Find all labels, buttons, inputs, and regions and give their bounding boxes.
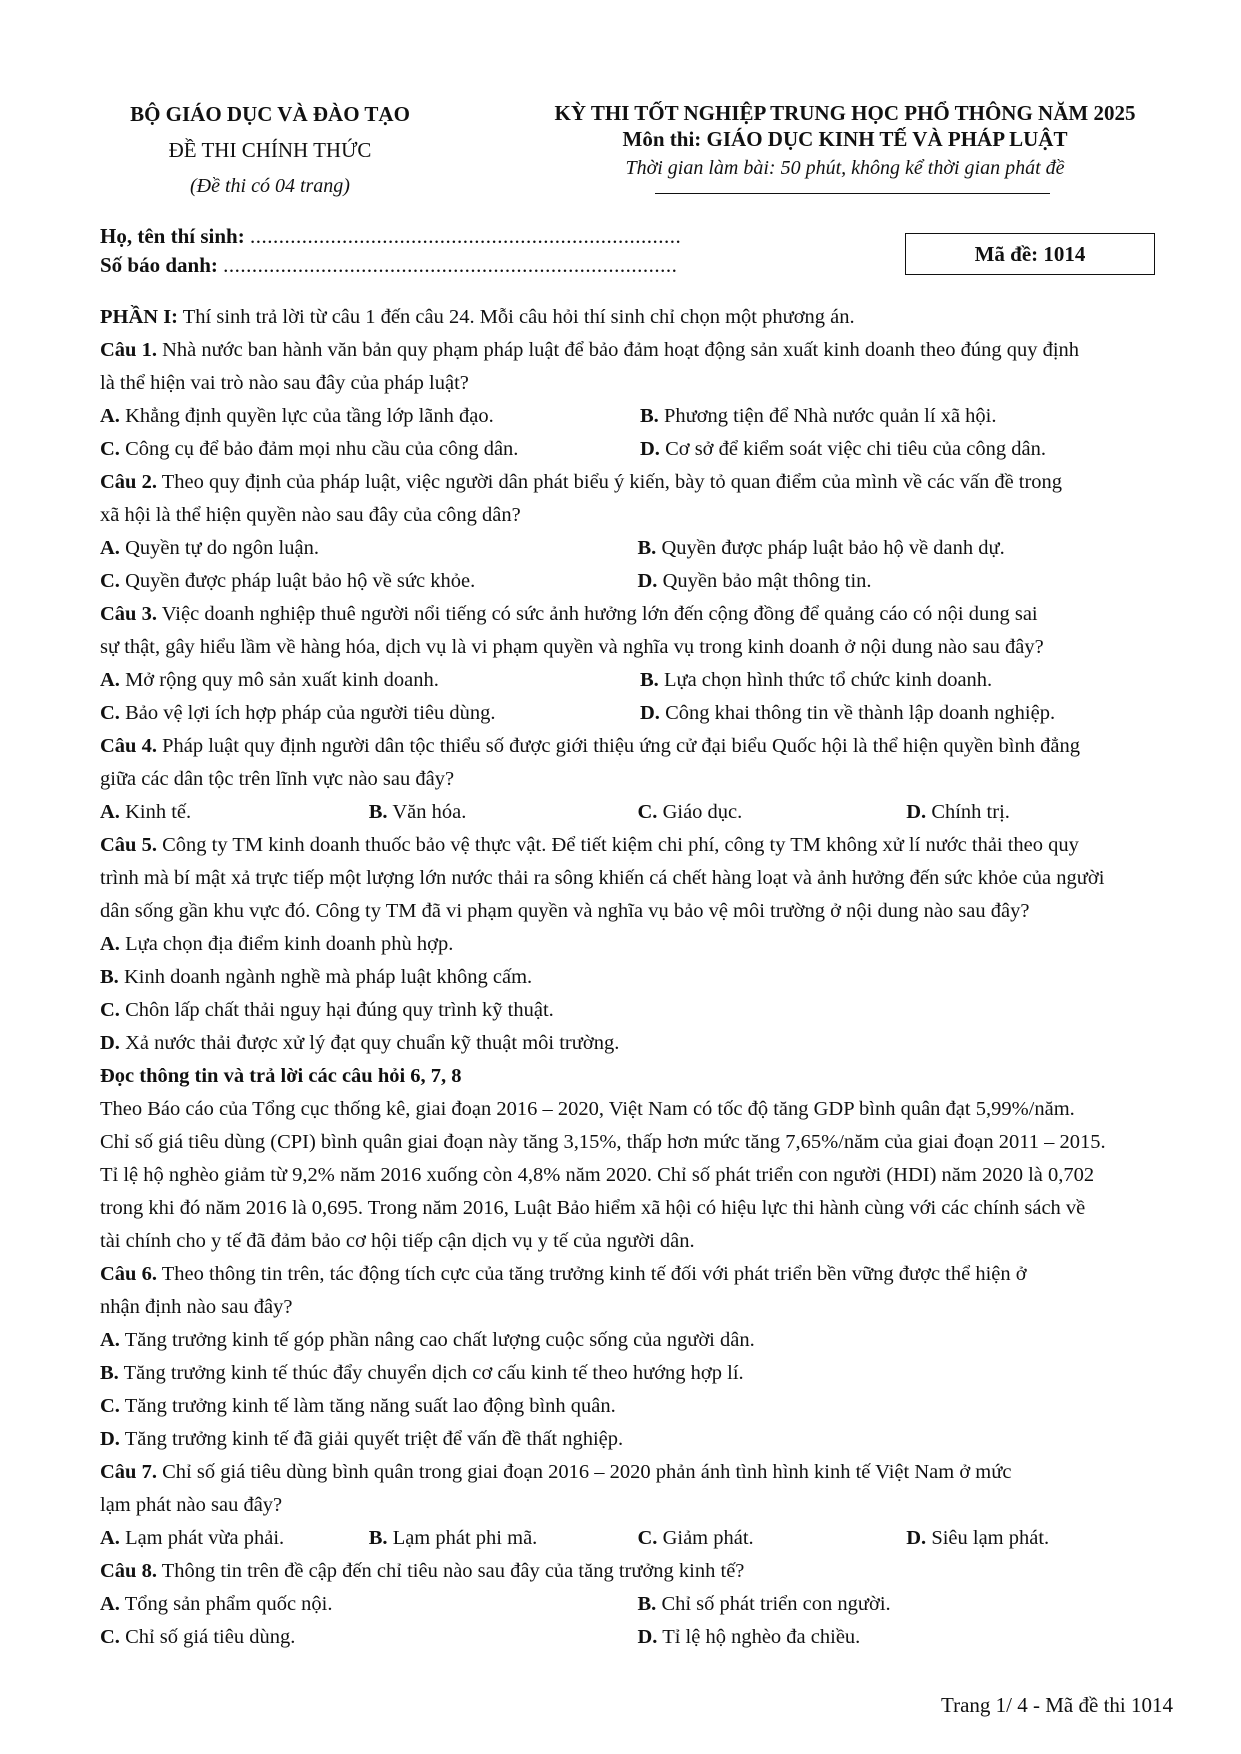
question-8-options-cd [100, 1621, 1175, 1654]
option-text: Lựa chọn địa điểm kinh doanh phù hợp. [119, 933, 454, 955]
option-letter: A. [100, 405, 120, 427]
option-letter: D. [100, 1032, 120, 1054]
option-letter: C. [100, 438, 120, 460]
question-5-line-1 [100, 829, 1175, 862]
question-1-options-ab [100, 400, 1175, 433]
reading-line-5: tài chính cho y tế đã đảm bảo cơ hội tiếp cận dịch vụ y tế của người dân. [100, 1230, 695, 1252]
question-8-label: Câu 8. [100, 1560, 157, 1582]
duration-line: Thời gian làm bài: 50 phút, không kể thời gian phát đề [625, 157, 1065, 179]
option-text: Quyền bảo mật thông tin. [657, 570, 872, 592]
option-text: Mở rộng quy mô sản xuất kinh doanh. [119, 669, 439, 691]
q8-option-c [100, 1621, 638, 1654]
option-text: Cơ sở để kiểm soát việc chi tiêu của công dân. [659, 438, 1046, 460]
q5-option-a [100, 928, 1175, 961]
question-4-label: Câu 4. [100, 735, 157, 757]
option-letter: C. [100, 702, 120, 724]
q8-option-a [100, 1588, 638, 1621]
question-7-options [100, 1522, 1175, 1555]
question-7-line-2: lạm phát nào sau đây? [100, 1494, 283, 1516]
option-letter: D. [637, 570, 658, 592]
option-text: Quyền tự do ngôn luận. [119, 537, 319, 559]
option-letter: A. [100, 1527, 120, 1549]
option-text: Lựa chọn hình thức tổ chức kinh doanh. [658, 669, 993, 691]
question-6-line-2: nhận định nào sau đây? [100, 1296, 293, 1318]
option-text: Bảo vệ lợi ích hợp pháp của người tiêu dùng. [119, 702, 496, 724]
question-1-line-2: là thể hiện vai trò nào sau đây của pháp luật? [100, 372, 469, 394]
q1-option-a [100, 400, 635, 433]
option-text: Phương tiện để Nhà nước quản lí xã hội. [658, 405, 997, 427]
option-text: Tỉ lệ hộ nghèo đa chiều. [657, 1626, 861, 1648]
option-letter: C. [100, 1626, 120, 1648]
option-text: Quyền được pháp luật bảo hộ về danh dự. [656, 537, 1005, 559]
option-text: Chôn lấp chất thải nguy hại đúng quy trình kỹ thuật. [119, 999, 554, 1021]
option-letter: B. [368, 801, 388, 823]
option-letter: A. [100, 801, 120, 823]
q4-option-c [638, 796, 907, 829]
option-text: Kinh doanh ngành nghề mà pháp luật không cấm. [118, 966, 533, 988]
q5-option-b [100, 961, 1175, 994]
question-4-options [100, 796, 1175, 829]
question-2-line-1 [100, 466, 1175, 499]
question-2-label: Câu 2. [100, 471, 157, 493]
part-label: PHẦN I: [100, 306, 179, 328]
question-6-text: Theo thông tin trên, tác động tích cực của tăng trưởng kinh tế đối với phát triển bền vững được thể hiện ở [156, 1263, 1027, 1285]
reading-line-2: Chỉ số giá tiêu dùng (CPI) bình quân giai đoạn này tăng 3,15%, thấp hơn mức tăng 7,65%/năm của giai đoạn 2011 – 2015. [100, 1131, 1106, 1153]
option-text: Khẳng định quyền lực của tầng lớp lãnh đạo. [119, 405, 494, 427]
question-7-line-1 [100, 1456, 1175, 1489]
option-letter: D. [640, 438, 660, 460]
option-text: Công cụ để bảo đảm mọi nhu cầu của công dân. [119, 438, 519, 460]
part-instruction [100, 301, 1175, 334]
option-letter: A. [100, 933, 120, 955]
subject-line: Môn thi: GIÁO DỤC KINH TẾ VÀ PHÁP LUẬT [622, 127, 1068, 151]
question-4-text: Pháp luật quy định người dân tộc thiểu số được giới thiệu ứng cử đại biểu Quốc hội là thể hiện quyền bình đẳng [156, 735, 1080, 757]
q3-option-b [635, 664, 1175, 697]
question-1-options-cd [100, 433, 1175, 466]
q6-option-b [100, 1357, 1175, 1390]
option-letter: A. [100, 1593, 120, 1615]
candidate-info [100, 222, 700, 280]
candidate-id-row [100, 251, 700, 280]
q3-option-a [100, 664, 635, 697]
q4-option-b [369, 796, 638, 829]
option-letter: A. [100, 537, 120, 559]
option-text: Giáo dục. [657, 801, 743, 823]
option-text: Tăng trưởng kinh tế đã giải quyết triệt để vấn đề thất nghiệp. [119, 1428, 624, 1450]
question-5-text: Công ty TM kinh doanh thuốc bảo vệ thực vật. Để tiết kiệm chi phí, công ty TM không xử lí nước thải theo quy [156, 834, 1079, 856]
q8-option-d [638, 1621, 1176, 1654]
question-3-line-2: sự thật, gây hiểu lầm về hàng hóa, dịch vụ là vi phạm quyền và nghĩa vụ trong kinh doanh ở nội dung nào sau đây? [100, 636, 1044, 658]
question-5-label: Câu 5. [100, 834, 157, 856]
option-text: Xả nước thải được xử lý đạt quy chuẩn kỹ thuật môi trường. [119, 1032, 620, 1054]
question-7-text: Chỉ số giá tiêu dùng bình quân trong giai đoạn 2016 – 2020 phản ánh tình hình kinh tế Việt Nam ở mức [156, 1461, 1012, 1483]
question-3-options-ab [100, 664, 1175, 697]
reading-heading: Đọc thông tin và trả lời các câu hỏi 6, 7, 8 [100, 1065, 462, 1087]
option-letter: B. [100, 966, 119, 988]
option-text: Tổng sản phẩm quốc nội. [119, 1593, 333, 1615]
question-4-line-2: giữa các dân tộc trên lĩnh vực nào sau đây? [100, 768, 455, 790]
header-left [100, 100, 440, 200]
q1-option-b [635, 400, 1175, 433]
question-2-options-cd [100, 565, 1175, 598]
option-letter: B. [100, 1362, 119, 1384]
question-8-line-1 [100, 1555, 1175, 1588]
q8-option-b [638, 1588, 1176, 1621]
question-3-text: Việc doanh nghiệp thuê người nổi tiếng có sức ảnh hưởng lớn đến cộng đồng để quảng cáo có nội dung sai [156, 603, 1038, 625]
option-text: Kinh tế. [119, 801, 192, 823]
option-letter: B. [637, 1593, 657, 1615]
reading-line-4: trong khi đó năm 2016 là 0,695. Trong năm 2016, Luật Bảo hiểm xã hội có hiệu lực thi hành cùng với các chính sách về [100, 1197, 1086, 1219]
question-5-line-2: trình mà bí mật xả trực tiếp một lượng lớn nước thải ra sông khiến cá chết hàng loạt và ảnh hưởng đến sức khỏe của người [100, 867, 1105, 889]
option-text: Giảm phát. [657, 1527, 754, 1549]
question-2-line-2: xã hội là thể hiện quyền nào sau đây của công dân? [100, 504, 521, 526]
header-right [505, 100, 1185, 182]
q3-option-d [635, 697, 1175, 730]
question-4-line-1 [100, 730, 1175, 763]
option-text: Tăng trưởng kinh tế làm tăng năng suất lao động bình quân. [119, 1395, 616, 1417]
question-1-text: Nhà nước ban hành văn bản quy phạm pháp luật để bảo đảm hoạt động sản xuất kinh doanh theo đúng quy định [156, 339, 1080, 361]
exam-code-box: Mã đề: 1014 [905, 233, 1155, 275]
reading-line-1: Theo Báo cáo của Tổng cục thống kê, giai đoạn 2016 – 2020, Việt Nam có tốc độ tăng GDP bình quân đạt 5,99%/năm. [100, 1098, 1075, 1120]
option-letter: D. [637, 1626, 658, 1648]
option-letter: D. [640, 702, 660, 724]
question-1-label: Câu 1. [100, 339, 157, 361]
option-letter: C. [100, 570, 120, 592]
exam-body [100, 301, 1175, 1654]
option-letter: C. [100, 999, 120, 1021]
pages-note: (Đề thi có 04 trang) [190, 175, 350, 197]
question-2-text: Theo quy định của pháp luật, việc người dân phát biểu ý kiến, bày tỏ quan điểm của mình về các vấn đề trong [156, 471, 1063, 493]
ministry-name: BỘ GIÁO DỤC VÀ ĐÀO TẠO [130, 102, 410, 126]
option-text: Siêu lạm phát. [926, 1527, 1050, 1549]
q2-option-b [638, 532, 1176, 565]
q7-option-a [100, 1522, 369, 1555]
option-text: Lạm phát phi mã. [387, 1527, 538, 1549]
exam-title: KỲ THI TỐT NGHIỆP TRUNG HỌC PHỔ THÔNG NĂM 2025 [554, 101, 1136, 125]
option-letter: A. [100, 669, 120, 691]
q7-option-d [906, 1522, 1175, 1555]
q5-option-c [100, 994, 1175, 1027]
candidate-name-label: Họ, tên thí sinh: [100, 224, 245, 248]
option-letter: B. [637, 537, 657, 559]
option-letter: D. [906, 801, 927, 823]
q4-option-d [906, 796, 1175, 829]
candidate-name-dots: ........................................................................... [249, 224, 682, 248]
option-text: Tăng trưởng kinh tế thúc đẩy chuyển dịch cơ cấu kinh tế theo hướng hợp lí. [118, 1362, 744, 1384]
q3-option-c [100, 697, 635, 730]
q7-option-b [369, 1522, 638, 1555]
option-text: Chỉ số phát triển con người. [656, 1593, 891, 1615]
option-text: Lạm phát vừa phải. [119, 1527, 285, 1549]
option-letter: A. [100, 1329, 120, 1351]
option-letter: B. [640, 669, 659, 691]
question-8-text: Thông tin trên đề cập đến chỉ tiêu nào sau đây của tăng trưởng kinh tế? [156, 1560, 745, 1582]
option-letter: B. [368, 1527, 388, 1549]
q7-option-c [638, 1522, 907, 1555]
option-letter: D. [906, 1527, 927, 1549]
option-text: Văn hóa. [387, 801, 467, 823]
q1-option-d [635, 433, 1175, 466]
option-text: Quyền được pháp luật bảo hộ về sức khỏe. [119, 570, 476, 592]
q1-option-c [100, 433, 635, 466]
question-3-label: Câu 3. [100, 603, 157, 625]
option-letter: C. [100, 1395, 120, 1417]
question-6-label: Câu 6. [100, 1263, 157, 1285]
q5-option-d [100, 1027, 1175, 1060]
option-letter: C. [637, 801, 658, 823]
option-text: Chính trị. [926, 801, 1010, 823]
question-5-line-3: dân sống gần khu vực đó. Công ty TM đã vi phạm quyền và nghĩa vụ bảo vệ môi trường ở nội dung nào sau đây? [100, 900, 1030, 922]
question-7-label: Câu 7. [100, 1461, 157, 1483]
reading-line-3: Tỉ lệ hộ nghèo giảm từ 9,2% năm 2016 xuống còn 4,8% năm 2020. Chỉ số phát triển con người (HDI) năm 2020 là 0,702 [100, 1164, 1095, 1186]
option-text: Tăng trưởng kinh tế góp phần nâng cao chất lượng cuộc sống của người dân. [119, 1329, 755, 1351]
candidate-id-label: Số báo danh: [100, 253, 218, 277]
candidate-id-dots: ............................................................................... [223, 253, 678, 277]
q6-option-a [100, 1324, 1175, 1357]
option-letter: C. [637, 1527, 658, 1549]
q6-option-d [100, 1423, 1175, 1456]
question-6-line-1 [100, 1258, 1175, 1291]
page-footer: Trang 1/ 4 - Mã đề thi 1014 [941, 1693, 1173, 1717]
header-divider [655, 193, 1050, 194]
option-letter: B. [640, 405, 659, 427]
candidate-name-row [100, 222, 700, 251]
q2-option-d [638, 565, 1176, 598]
q4-option-a [100, 796, 369, 829]
question-1-line-1 [100, 334, 1175, 367]
part-text: Thí sinh trả lời từ câu 1 đến câu 24. Mỗi câu hỏi thí sinh chỉ chọn một phương án. [178, 306, 855, 328]
q2-option-a [100, 532, 638, 565]
official-label: ĐỀ THI CHÍNH THỨC [168, 138, 372, 162]
question-2-options-ab [100, 532, 1175, 565]
question-8-options-ab [100, 1588, 1175, 1621]
question-3-line-1 [100, 598, 1175, 631]
option-text: Công khai thông tin về thành lập doanh nghiệp. [659, 702, 1056, 724]
option-letter: D. [100, 1428, 120, 1450]
q6-option-c [100, 1390, 1175, 1423]
q2-option-c [100, 565, 638, 598]
option-text: Chỉ số giá tiêu dùng. [119, 1626, 296, 1648]
question-3-options-cd [100, 697, 1175, 730]
